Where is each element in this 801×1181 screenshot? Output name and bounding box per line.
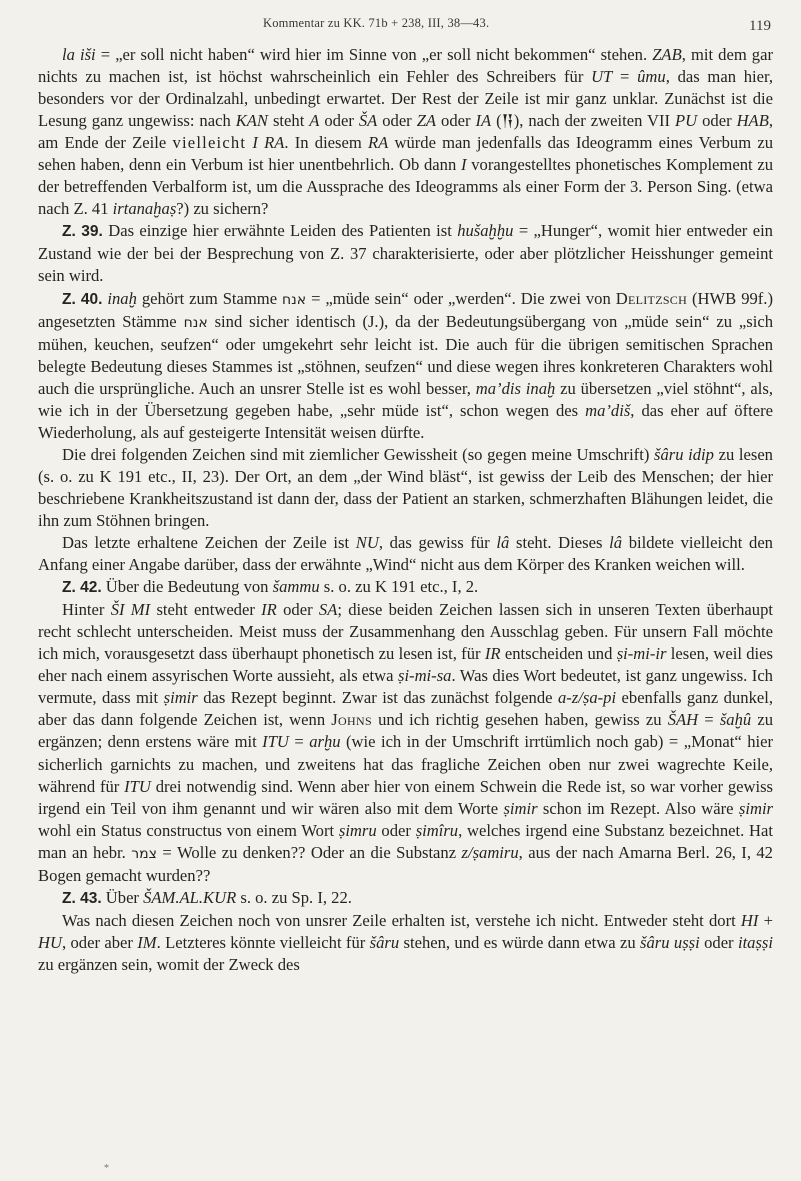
page-number: 119 [749,18,771,34]
paragraph: Die drei folgenden Zeichen sind mit ziemlicher Gewissheit (so gegen meine Umschrift) šâru idip zu lesen (s. o. zu K 191 etc., II, 23). Der Ort, an dem „der Wind bläst“, ist gewiss der Leib des Menschen; der hier beschriebene Krankheitszustand ist dann der, dass der Patient an starken, schmerzhaften Blähungen leidet, die ihn zum Stöhnen bringen. [38,444,773,530]
paragraph: Z. 43. Über ŠAM.AL.KUR s. o. zu Sp. I, 22. [62,887,352,907]
paragraph: Hinter ŠI MI steht entweder IR oder SA; diese beiden Zeichen lassen sich in unseren Texten überhaupt recht schlecht unterscheiden. Meist muss der Zusammenhang den Ausschlag geben. Für unsern Fall möchte ich mich, vorausgesetzt dass überhaupt phonetisch zu lesen ist, für IR entscheiden und ṣi-mi-ir lesen, weil dies eher nach einem assyrischen Worte aussieht, als etwa ṣi-mi-sa. Was dies Wort bedeutet, ist ganz ungewiss. Ich vermute, dass mit ṣimir das Rezept beginnt. Zwar ist das zunächst folgende a-z/ṣa-pi ebenfalls ganz dunkel, aber das dann folgende Zeichen ist, wenn Johns und ich richtig gesehen haben, gewiss zu ŠAH = šaḫû zu ergänzen; denn erstens wäre mit ITU = arḫu (wie ich in der Umschrift irrtümlich noch gab) = „Monat“ hier sicherlich garnichts zu machen, und zweitens hat das fragliche Zeichen oben nur zwei wagrechte Keile, während für ITU drei notwendig sind. Wenn aber hier von einem Schwein die Rede ist, so war vorher gewiss irgend ein Teil von ihm genannt und wir wären also mit dem Worte ṣimir schon im Rezept. Also wäre ṣimir wohl ein Status constructus von einem Wort ṣimru oder ṣimîru, welches irgend eine Substanz bezeichnet. Hat man an hebr. צמר = Wolle zu denken?? Oder an die Substanz z/ṣamiru, aus der nach Amarna Berl. 26, I, 42 Bogen gemacht wurden?? [38,600,774,885]
commentary-body [38,44,773,976]
paragraph: Z. 42. Über die Bedeutung von šammu s. o. zu K 191 etc., I, 2. [62,577,479,597]
paragraph: Was nach diesen Zeichen noch von unsrer Zeile erhalten ist, verstehe ich nicht. Entweder steht dort HI + HU, oder aber IM. Letzteres könnte vielleicht für šâru stehen, und es würde dann etwa zu šâru uṣṣi oder itaṣṣi zu ergänzen sein, womit der Zweck des [38,910,773,974]
paragraph: Z. 40. inaḫ gehört zum Stamme אנח = „müde sein“ oder „werden“. Die zwei von Delitzsch (HWB 99f.) angesetzten Stämme אנח sind sicher identisch (J.), da der Bedeutungsübergang von „müde sein“ zu „sich mühen, keuchen, seufzen“ oder umgekehrt sehr leicht ist. Die auch für die übrigen semitischen Sprachen belegte Bedeutung dieses Stammes ist „stöhnen, seufzen“ und diese wegen ihres konkreteren Charakters wohl auch die ursprüngliche. Auch an unsrer Stelle ist es wohl besser, ma’dis inaḫ zu übersetzen „viel stöhnt“, als, wie ich in der Übersetzung gegeben habe, „sehr müde ist“, schon wegen des ma’diš, das eher auf öftere Wiederholung, als auf gesteigerte Intensität weisen dürfte. [38,288,773,442]
page [38,0,773,1181]
running-title: Kommentar zu KK. 71b + 238, III, 38—43. [263,16,490,30]
paragraph: Z. 39. Das einzige hier erwähnte Leiden des Patienten ist hušaḫḫu = „Hunger“, womit hier entweder ein Zustand wie der bei der Besprechung von Z. 37 charakterisierte, oder aber plötzlicher Heisshunger gemeint sein wird. [38,221,773,286]
running-header [38,16,773,36]
footer-mark: * [104,1163,109,1174]
paragraph: la iši = „er soll nicht haben“ wird hier im Sinne von „er soll nicht bekommen“ stehen. ZAB, mit dem gar nichts zu machen ist, ist höchst wahrscheinlich ein Fehler des Schreibers für UT = ûmu, das man hier, besonders vor der Ordinalzahl, unbedingt erwartet. Der Rest der Zeile ist mir ganz unklar. Zunächst ist die Lesung ganz ungewiss: nach KAN steht A oder ŠA oder ZA oder IA (𒀀), nach der zweiten VII PU oder HAB, am Ende der Zeile vielleicht I RA. In diesem RA würde man jedenfalls das Ideogramm eines Verbum zu sehen haben, denn ein Verbum ist hier unentbehrlich. Ob dann I vorangestelltes phonetisches Komplement zu der betreffenden Verbalform ist, um die Aussprache des Ideogramms als einer Form der 3. Person Sing. (etwa nach Z. 41 irtanaḫaṣ?) zu sichern? [38,45,774,219]
paragraph: Das letzte erhaltene Zeichen der Zeile ist NU, das gewiss für lâ steht. Dieses lâ bildete vielleicht den Anfang einer Angabe darüber, dass der erwähnte „Wind“ nicht aus dem Körper des Kranken weichen will. [38,533,773,575]
